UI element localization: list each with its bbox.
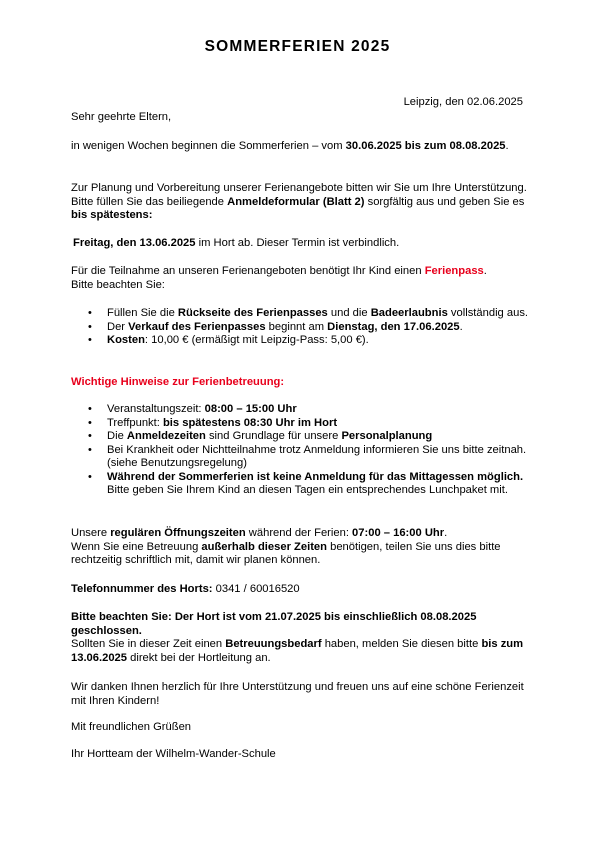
intro-paragraph: in wenigen Wochen beginnen die Sommerferien – vom 30.06.2025 bis zum 08.08.2025. [71, 140, 509, 152]
list-item: • Veranstaltungszeit: 08:00 – 15:00 Uhr [71, 403, 531, 417]
list-item: • Der Verkauf des Ferienpasses beginnt am Dienstag, den 17.06.2025. [71, 321, 531, 335]
thanks-paragraph: Wir danken Ihnen herzlich für Ihre Unterstützung und freuen uns auf eine schöne Ferienzeit mit Ihren Kindern! [71, 681, 524, 707]
page-title: SOMMERFERIEN 2025 [204, 38, 391, 55]
phone-label: Telefonnummer des Horts: [71, 583, 213, 595]
closing-greeting: Mit freundlichen Grüßen [71, 721, 192, 733]
opening-hours-paragraph: Unsere regulären Öffnungszeiten während der Ferien: 07:00 – 16:00 Uhr. Wenn Sie eine Betreuung außerhalb dieser Zeiten benötigen, teilen Sie uns dies bitte rechtzeitig schriftlich mit, damit wir planen können. [71, 527, 501, 566]
date-line: Leipzig, den 02.06.2025 [403, 96, 523, 108]
phone-line [71, 583, 531, 597]
list-item: • Während der Sommerferien ist keine Anmeldung für das Mittagessen möglich. Bitte geben Sie Ihrem Kind an diesen Tagen ein entsprechendes Lunchpaket mit. [71, 471, 531, 498]
list-item: • Die Anmeldezeiten sind Grundlage für unsere Personalplanung [71, 430, 531, 444]
ferienpass-paragraph: Für die Teilnahme an unseren Ferienangeboten benötigt Ihr Kind einen Ferienpass. Bitte beachten Sie: [71, 265, 487, 291]
ferienpass-list [71, 307, 531, 348]
salutation: Sehr geehrte Eltern, [71, 111, 172, 123]
hinweise-list [71, 403, 531, 498]
planning-paragraph: Zur Planung und Vorbereitung unserer Ferienangebote bitten wir Sie um Ihre Unterstützung. Bitte füllen Sie das beiliegende Anmeldeformular (Blatt 2) sorgfältig aus und geben Sie es bis spätestens: [71, 182, 527, 221]
list-item: • Füllen Sie die Rückseite des Ferienpasses und die Badeerlaubnis vollständig aus. [71, 307, 531, 321]
closure-paragraph: Bitte beachten Sie: Der Hort ist vom 21.07.2025 bis einschließlich 08.08.2025 geschlossen. Sollten Sie in dieser Zeit einen Betreuungsbedarf haben, melden Sie diesen bitte bis zum 13.06.2025 direkt bei der Hortleitung an. [71, 611, 524, 664]
list-item: • Treffpunkt: bis spätestens 08:30 Uhr im Hort [71, 417, 531, 431]
list-item: • Bei Krankheit oder Nichtteilnahme trotz Anmeldung informieren Sie uns bitte zeitnah. (siehe Benutzungsregelung) [71, 444, 531, 471]
hinweise-heading: Wichtige Hinweise zur Ferienbetreuung: [71, 376, 285, 388]
signature: Ihr Hortteam der Wilhelm-Wander-Schule [71, 748, 276, 760]
phone-number: 0341 / 60016520 [212, 583, 300, 595]
list-item: • Kosten: 10,00 € (ermäßigt mit Leipzig-Pass: 5,00 €). [71, 334, 531, 348]
deadline-paragraph: Freitag, den 13.06.2025 im Hort ab. Dieser Termin ist verbindlich. [73, 237, 400, 249]
